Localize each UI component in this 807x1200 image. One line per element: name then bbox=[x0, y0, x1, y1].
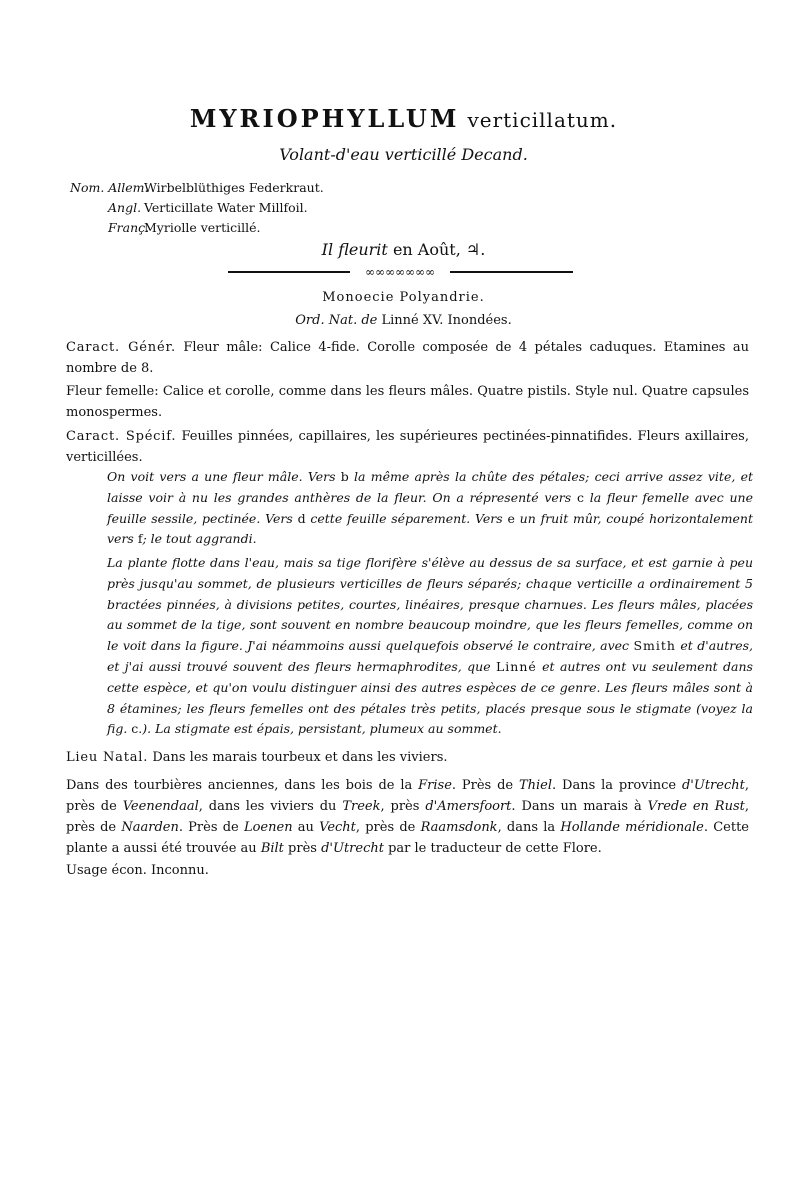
desc-text: la fleur femelle avec une feuille sessile, pectinée. Vers bbox=[107, 489, 753, 526]
name-value: Verticillate Water Millfoil. bbox=[143, 200, 308, 215]
flowering-line bbox=[0, 240, 807, 259]
native-habitat bbox=[66, 747, 749, 768]
figure-letter: c bbox=[576, 489, 584, 505]
place-name: Raamsdonk bbox=[420, 820, 498, 835]
figure-letter: c. bbox=[131, 721, 143, 737]
desc-text: un fruit mûr, coupé horizontalement vers bbox=[107, 510, 753, 547]
species-name: verticillatum. bbox=[467, 108, 618, 132]
desc-text: cette feuille séparement. Vers bbox=[310, 510, 503, 526]
figure-letter: b bbox=[340, 469, 349, 484]
name-value: Wirbelblüthiges Federkraut. bbox=[143, 180, 324, 195]
linnaean-class: Monoecie Polyandrie. bbox=[322, 290, 485, 305]
loc-text: . Cette plante a aussi été trouvée au bbox=[66, 820, 749, 856]
natural-order bbox=[0, 313, 807, 328]
female-flower: Fleur femelle: Calice et corolle, comme dans les fleurs mâles. Quatre pistils. Style nul. Quatre capsules monospermes. bbox=[66, 384, 749, 420]
place-name: Veenendaal bbox=[122, 799, 199, 814]
localities bbox=[66, 775, 749, 859]
genus-name: MYRIOPHYLLUM bbox=[189, 104, 460, 133]
common-name: Volant-d'eau verticillé Decand. bbox=[279, 145, 528, 164]
loc-text: . Dans un marais à bbox=[511, 799, 642, 814]
plant-description bbox=[107, 553, 753, 740]
name-row-english bbox=[70, 198, 324, 218]
author-name: Smith bbox=[633, 638, 676, 654]
loc-text: , dans les viviers du bbox=[198, 799, 337, 814]
loc-text: , près de bbox=[66, 799, 749, 835]
native-habitat-label: Lieu Natal. bbox=[66, 750, 149, 765]
desc-text: La plante flotte dans l'eau, mais sa tige florifère s'élève au dessus de sa surface, et est garnie à peu près jusqu'au sommet, de plusieurs verticilles de fleurs séparés; chaque verticille a ordinairement 5 bractées pinnées, à divisions petites, courtes, linéaires, presque charnues. Les fleurs mâles, placées au sommet de la tige, sont souvent en nombre beaucoup moindre, que les fleurs femelles, comme on le voit dans la figure. J'ai néammoins aussi quelquefois observé le contraire, avec bbox=[107, 555, 753, 654]
loc-text: au bbox=[297, 820, 314, 835]
loc-text: , dans la bbox=[497, 820, 556, 835]
order-text: Linné XV. Inondées. bbox=[381, 313, 512, 328]
vernacular-names bbox=[70, 178, 324, 238]
place-name: Thiel bbox=[518, 778, 553, 793]
author-name: Linné bbox=[495, 658, 537, 674]
order-de: de bbox=[361, 313, 378, 328]
place-name: d'Utrecht bbox=[681, 778, 745, 793]
loc-text: . Dans la province bbox=[552, 778, 677, 793]
figure-letter: f bbox=[137, 531, 143, 547]
place-name: Frise bbox=[418, 778, 452, 793]
figure-description bbox=[107, 467, 753, 550]
place-name: Vecht bbox=[319, 820, 356, 835]
ornament: ∞∞∞∞∞∞∞ bbox=[350, 265, 450, 279]
loc-text: . Près de bbox=[451, 778, 514, 793]
flowering-prefix: Il fleurit bbox=[321, 240, 388, 259]
place-name: Treek bbox=[342, 799, 381, 814]
place-name: d'Amersfoort bbox=[425, 799, 512, 814]
name-value: Myriolle verticillé. bbox=[143, 220, 261, 235]
economic-use: Usage écon. Inconnu. bbox=[66, 863, 209, 878]
figure-letter: e bbox=[507, 510, 515, 526]
figure-letter: d bbox=[297, 510, 306, 526]
desc-text: ). La stigmate est épais, persistant, plumeux au sommet. bbox=[142, 721, 502, 737]
loc-text: . Près de bbox=[178, 820, 239, 835]
ornamental-divider bbox=[228, 265, 573, 279]
desc-text: ; le tout aggrandi. bbox=[142, 531, 257, 547]
specific-characters-text: Feuilles pinnées, capillaires, les supérieures pectinées-pinnatifides. Fleurs axillaires, verticillées. bbox=[66, 429, 749, 465]
loc-text: Dans des tourbières anciennes, dans les bois de la bbox=[66, 778, 413, 793]
name-row-french bbox=[70, 218, 324, 238]
loc-text: , près bbox=[380, 799, 420, 814]
native-habitat-text: Dans les marais tourbeux et dans les viviers. bbox=[152, 750, 448, 765]
place-name: Bilt bbox=[260, 841, 284, 856]
specific-characters-label: Caract. Spécif. bbox=[66, 429, 177, 444]
loc-text: , près de bbox=[355, 820, 416, 835]
desc-text: On voit vers a une fleur mâle. Vers bbox=[107, 469, 336, 484]
desc-text: et autres ont vu seulement dans cette espèce, et qu'on voulu distinguer ainsi des autres espèces de ce genre. Les fleurs mâles sont à 8 étamines; les fleurs femelles ont des pétales très petits, placés presque sous le stigmate (voyez la fig. bbox=[107, 658, 753, 737]
loc-text: par le traducteur de cette Flore. bbox=[388, 841, 602, 856]
order-label: Ord. Nat. bbox=[295, 313, 358, 328]
page-title bbox=[0, 104, 807, 133]
desc-text: la même après la chûte des pétales; ceci arrive assez vite, et laisse voir à nu les grandes anthères de la fleur. On a répresenté vers bbox=[107, 469, 753, 505]
name-lang-label: Franç. bbox=[108, 220, 150, 235]
name-row-german bbox=[70, 178, 324, 198]
loc-text: , près de bbox=[66, 778, 749, 814]
generic-characters bbox=[66, 337, 749, 379]
specific-characters bbox=[66, 426, 749, 468]
place-name: Loenen bbox=[243, 820, 293, 835]
place-name: Naarden bbox=[121, 820, 179, 835]
desc-text: et d'autres, et j'ai aussi trouvé souvent des fleurs hermaphrodites, que bbox=[107, 638, 753, 674]
place-name: Hollande méridionale bbox=[560, 820, 704, 835]
place-name: Vrede en Rust bbox=[647, 799, 745, 814]
flowering-rest: en Août, ♃. bbox=[392, 240, 486, 259]
generic-characters-text: Fleur mâle: Calice 4-fide. Corolle composée de 4 pétales caduques. Etamines au nombre de 8. bbox=[66, 340, 749, 376]
place-name: d'Utrecht bbox=[321, 841, 384, 856]
loc-text: près bbox=[288, 841, 317, 856]
generic-characters-label: Caract. Génér. bbox=[66, 340, 176, 355]
name-lang-label: Angl. bbox=[108, 200, 142, 215]
name-lang-label: Nom. Allem. bbox=[70, 180, 149, 195]
